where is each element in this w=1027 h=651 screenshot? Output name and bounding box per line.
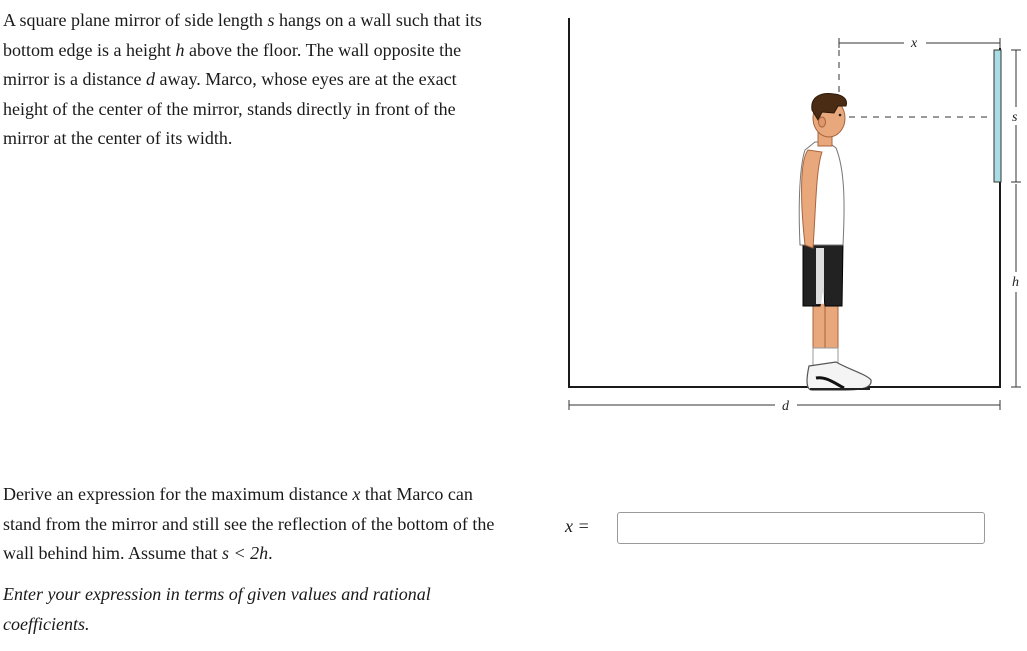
label-s: s [1012,110,1018,125]
x-dimension [839,38,1000,112]
label-h: h [1012,275,1019,290]
var-h: h [175,39,185,60]
room [568,18,1001,388]
var-d: d [145,69,155,89]
var-s: s [267,10,275,30]
leg-back [813,303,826,353]
person-marco [799,94,871,390]
problem-statement: A square plane mirror of side length s hangs on a wall such that its bottom edge is a height h above the floor. The wall opposite the mirror is a distance d away. Marco, whose eyes are at the exact height of the center of the mirror, stands directly in front of the mirror at the center of its width. [3,10,482,148]
mirror [994,50,1001,182]
assumption: s < 2h [221,543,269,563]
leg-front [825,303,838,353]
eye [839,114,842,117]
var-x: x [352,484,361,504]
label-d: d [782,399,789,414]
ear [819,117,826,127]
answer-hint: Enter your expression in terms of given values and rational coefficients. [3,584,431,634]
label-x: x [911,36,918,51]
answer-label: x = [565,516,590,536]
question-text: Derive an expression for the maximum distance x that Marco can stand from the mirror and still see the reflection of the bottom of the wall behind him. Assume that s < 2h. [3,484,495,563]
